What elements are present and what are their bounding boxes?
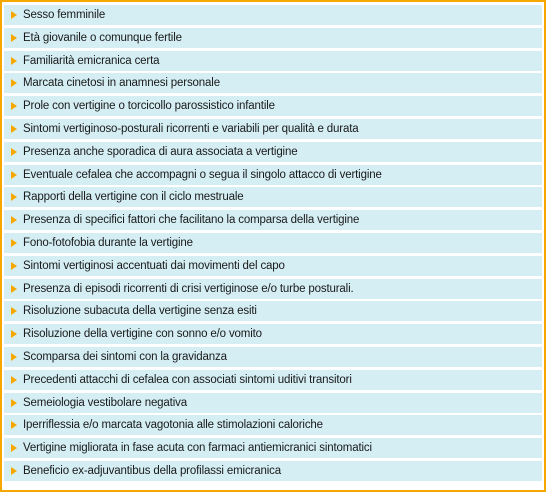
- triangle-right-icon: [11, 399, 17, 407]
- list-item-label: Semeiologia vestibolare negativa: [23, 396, 187, 409]
- list-item: [4, 347, 542, 367]
- triangle-right-icon: [11, 34, 17, 42]
- list-item-label: Sintomi vertiginoso-posturali ricorrenti e variabili per qualità e durata: [23, 122, 359, 135]
- list-item-label: Fono-fotofobia durante la vertigine: [23, 236, 193, 249]
- list-item-label: Sintomi vertiginosi accentuati dai movimenti del capo: [23, 259, 285, 272]
- triangle-right-icon: [11, 376, 17, 384]
- triangle-right-icon: [11, 239, 17, 247]
- triangle-right-icon: [11, 193, 17, 201]
- triangle-right-icon: [11, 353, 17, 361]
- triangle-right-icon: [11, 57, 17, 65]
- list-item-label: Eventuale cefalea che accompagni o segua il singolo attacco di vertigine: [23, 168, 382, 181]
- list-item: [4, 279, 542, 299]
- list-item-label: Presenza di episodi ricorrenti di crisi vertiginose e/o turbe posturali.: [23, 282, 354, 295]
- list-item: [4, 461, 542, 481]
- list-item: [4, 96, 542, 116]
- list-item: [4, 73, 542, 93]
- list-item: [4, 187, 542, 207]
- list-item: [4, 5, 542, 25]
- triangle-right-icon: [11, 285, 17, 293]
- list-item-label: Presenza anche sporadica di aura associata a vertigine: [23, 145, 298, 158]
- list-item-label: Vertigine migliorata in fase acuta con farmaci antiemicranici sintomatici: [23, 442, 372, 455]
- list-item: [4, 370, 542, 390]
- list-item-label: Scomparsa dei sintomi con la gravidanza: [23, 350, 227, 363]
- list-item: [4, 233, 542, 253]
- triangle-right-icon: [11, 467, 17, 475]
- list-item: [4, 119, 542, 139]
- list-item: [4, 393, 542, 413]
- triangle-right-icon: [11, 102, 17, 110]
- list-item-label: Presenza di specifici fattori che facilitano la comparsa della vertigine: [23, 214, 360, 227]
- list-item: [4, 415, 542, 435]
- triangle-right-icon: [11, 262, 17, 270]
- list-item: [4, 256, 542, 276]
- list-item-label: Rapporti della vertigine con il ciclo mestruale: [23, 191, 244, 204]
- triangle-right-icon: [11, 79, 17, 87]
- triangle-right-icon: [11, 216, 17, 224]
- list-item-label: Iperriflessia e/o marcata vagotonia alle stimolazioni caloriche: [23, 419, 323, 432]
- triangle-right-icon: [11, 11, 17, 19]
- list-item-label: Sesso femminile: [23, 9, 106, 21]
- triangle-right-icon: [11, 125, 17, 133]
- list-item-label: Risoluzione subacuta della vertigine senza esiti: [23, 305, 257, 318]
- list-item: [4, 142, 542, 162]
- list-item: [4, 324, 542, 344]
- list-item-label: Marcata cinetosi in anamnesi personale: [23, 77, 220, 90]
- triangle-right-icon: [11, 330, 17, 338]
- triangle-right-icon: [11, 307, 17, 315]
- list-item: [4, 210, 542, 230]
- list-item-label: Beneficio ex-adjuvantibus della profilassi emicranica: [23, 464, 281, 477]
- list-item: [4, 165, 542, 185]
- list-item: [4, 438, 542, 458]
- triangle-right-icon: [11, 148, 17, 156]
- list-item-label: Precedenti attacchi di cefalea con associati sintomi uditivi transitori: [23, 373, 352, 386]
- list-item: [4, 301, 542, 321]
- triangle-right-icon: [11, 444, 17, 452]
- list-item-label: Risoluzione della vertigine con sonno e/o vomito: [23, 328, 262, 341]
- list-item: [4, 51, 542, 71]
- list-item: [4, 28, 542, 48]
- triangle-right-icon: [11, 421, 17, 429]
- criteria-list: [4, 5, 542, 481]
- list-item-label: Familiarità emicranica certa: [23, 54, 160, 67]
- triangle-right-icon: [11, 171, 17, 179]
- list-item-label: Età giovanile o comunque fertile: [23, 31, 182, 44]
- list-item-label: Prole con vertigine o torcicollo parossistico infantile: [23, 100, 275, 113]
